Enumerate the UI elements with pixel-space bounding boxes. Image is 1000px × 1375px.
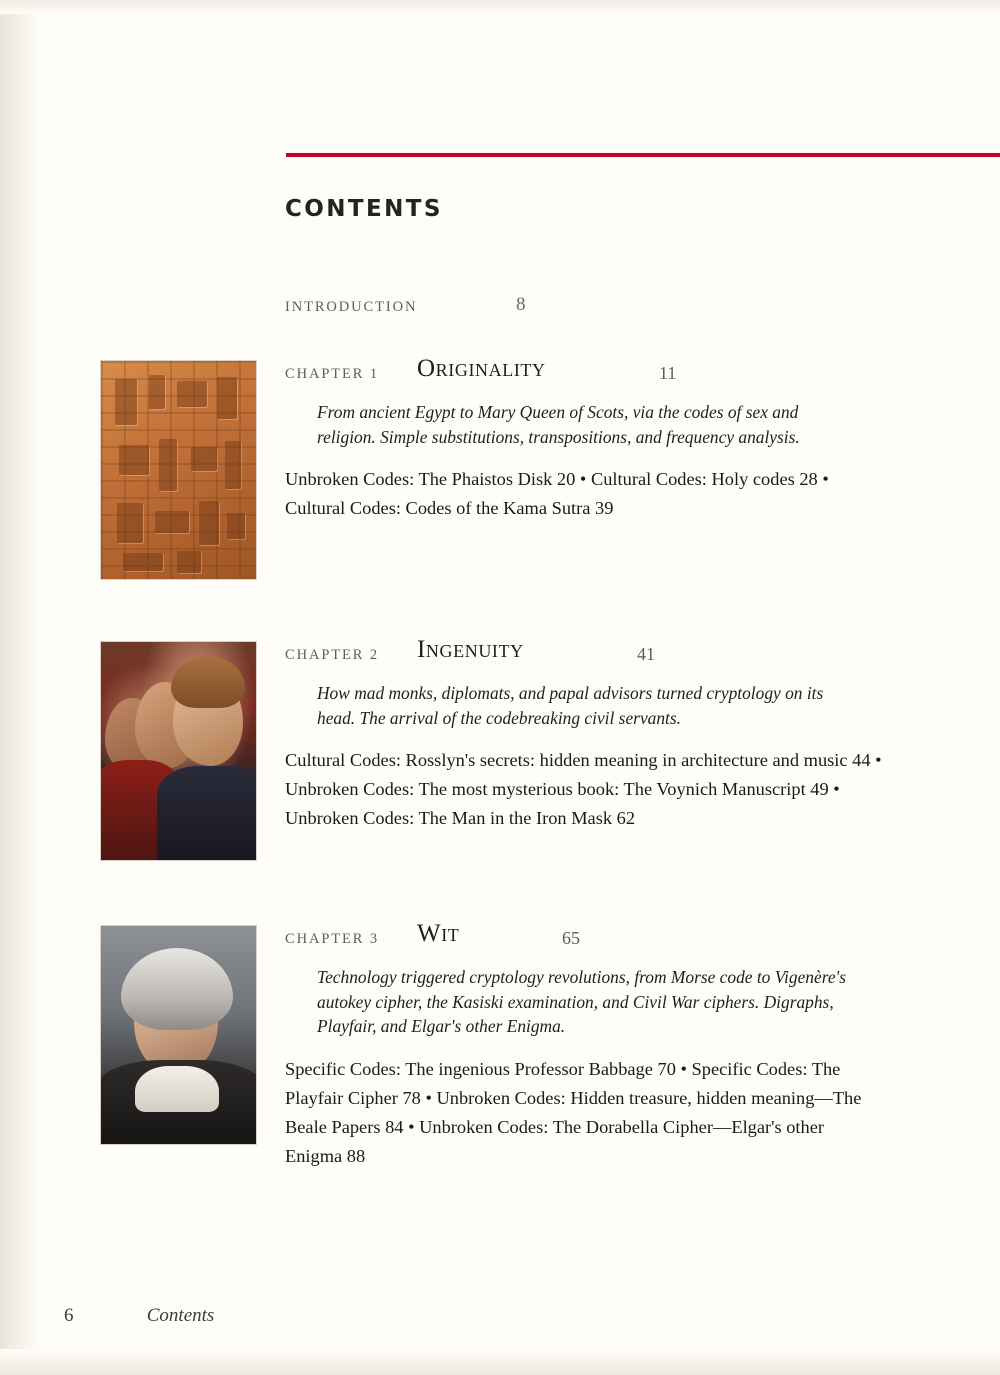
chapter-2-blurb: How mad monks, diplomats, and papal advisors turned cryptology on its head. The arrival of the codebreaking civil servants. xyxy=(317,683,824,728)
chapter-1-heading xyxy=(285,355,885,390)
toc-entry-introduction[interactable] xyxy=(285,294,885,316)
chapter-3-subentries: Specific Codes: The ingenious Professor Babbage 70 • Specific Codes: The Playfair Cipher 78 • Unbroken Codes: Hidden treasure, hidden meaning—The Beale Papers 84 • Unbroken Codes: The Dorabella Cipher—Elgar's other Enigma 88 xyxy=(285,1059,862,1166)
chapter-1-page-number: 11 xyxy=(659,363,677,383)
chapter-2-label: CHAPTER 2 xyxy=(285,647,380,663)
folio-number: 6 xyxy=(64,1305,74,1326)
toc-entry-chapter-1[interactable] xyxy=(285,355,885,523)
chapter-1-title: Originality xyxy=(417,355,546,382)
toc-entry-chapter-3[interactable] xyxy=(285,920,885,1171)
introduction-label: INTRODUCTION xyxy=(285,299,418,315)
relief-image xyxy=(101,361,256,579)
chapter-1-label: CHAPTER 1 xyxy=(285,366,380,382)
page-top-edge xyxy=(0,0,1000,14)
chapter-1-subentries: Unbroken Codes: The Phaistos Disk 20 • Cultural Codes: Holy codes 28 • Cultural Codes: Codes of the Kama Sutra 39 xyxy=(285,469,829,519)
footer-label: Contents xyxy=(146,1305,215,1326)
page-title: CONTENTS xyxy=(285,196,443,222)
portrait-image xyxy=(101,926,256,1144)
chapter-2-page-number: 41 xyxy=(637,644,655,664)
introduction-page-number: 8 xyxy=(516,294,526,315)
chapter-3-title: Wit xyxy=(417,920,460,947)
chapter-2-subentries: Cultural Codes: Rosslyn's secrets: hidden meaning in architecture and music 44 • Unbroken Codes: The most mysterious book: The Voynich Manuscript 49 • Unbroken Codes: The Man in the Iron Mask 62 xyxy=(285,750,882,829)
portrait-collar xyxy=(135,1066,219,1112)
chapter-2-heading xyxy=(285,636,885,671)
page-footer xyxy=(64,1305,464,1327)
egyptian-relief-thumbnail xyxy=(100,360,257,580)
accent-rule xyxy=(286,153,1000,157)
chapter-3-label: CHAPTER 3 xyxy=(285,931,380,947)
renaissance-painting-thumbnail xyxy=(100,641,257,861)
portrait-hair xyxy=(121,948,233,1030)
painting-image xyxy=(101,642,256,860)
chapter-3-page-number: 65 xyxy=(562,928,580,948)
chapter-3-heading xyxy=(285,920,885,955)
toc-entry-chapter-2[interactable] xyxy=(285,636,885,833)
chapter-3-blurb: Technology triggered cryptology revolutions, from Morse code to Vigenère's autokey cipher, the Kasiski examination, and Civil War ciphers. Digraphs, Playfair, and Elgar's other Enigma. xyxy=(317,967,847,1037)
chapter-2-title: Ingenuity xyxy=(417,636,524,663)
chapter-1-blurb: From ancient Egypt to Mary Queen of Scots, via the codes of sex and religion. Simple substitutions, transpositions, and frequency analysis. xyxy=(317,402,800,447)
victorian-portrait-thumbnail xyxy=(100,925,257,1145)
